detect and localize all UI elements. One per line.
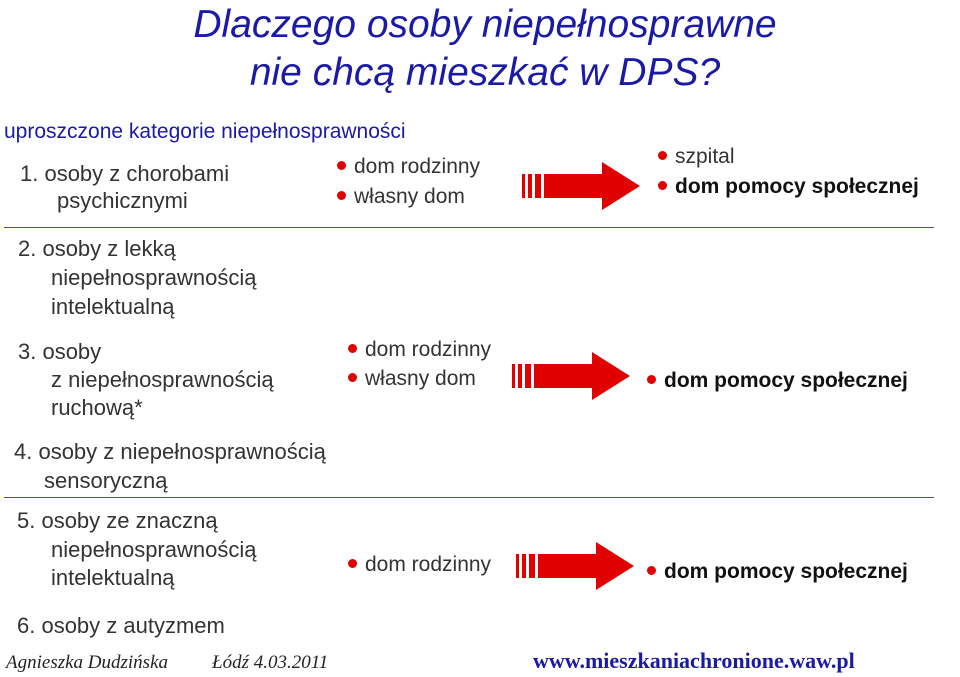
group-1-from-label-1: dom rodzinny: [354, 155, 481, 178]
category-2-line-1: 2. osoby z lekką: [18, 236, 176, 261]
category-6-line-1: 6. osoby z autyzmem: [17, 613, 225, 638]
category-5-line-1: 5. osoby ze znaczną: [17, 508, 218, 533]
category-1-line-2: psychicznymi: [57, 188, 188, 213]
group-2-to-item-1: [647, 367, 908, 394]
group-1-from-item-2: [337, 183, 465, 210]
subtitle: uproszczone kategorie niepełnosprawności: [4, 120, 406, 143]
group-1-from-item-1: [337, 153, 480, 180]
footer-website-link[interactable]: www.mieszkaniachronione.waw.pl: [533, 648, 855, 673]
group-3-from-item-1: [348, 551, 491, 578]
bullet-icon: [658, 151, 667, 160]
bullet-icon: [348, 559, 357, 568]
arrow-right-icon: [516, 540, 636, 592]
category-4-line-2: sensoryczną: [44, 468, 168, 493]
group-1-to-label-2: dom pomocy społecznej: [675, 175, 919, 198]
group-2-from-item-1: [348, 336, 491, 363]
category-5-line-3: intelektualną: [51, 565, 175, 590]
arrow-right-icon: [512, 350, 632, 402]
page-title-line-2: nie chcą mieszkać w DPS?: [249, 51, 721, 94]
bullet-icon: [348, 344, 357, 353]
bullet-icon: [337, 161, 346, 170]
bullet-icon: [647, 375, 656, 384]
group-1-from-label-2: własny dom: [354, 185, 465, 208]
category-5-line-2: niepełnosprawnością: [51, 537, 257, 562]
category-3-line-3: ruchową*: [51, 395, 143, 420]
group-2-from-label-2: własny dom: [365, 367, 476, 390]
category-2-line-2: niepełnosprawnością: [51, 265, 257, 290]
group-2-from-item-2: [348, 365, 476, 392]
category-3-line-1: 3. osoby: [18, 339, 102, 364]
group-1-to-item-2: [658, 173, 919, 200]
footer-author: Agnieszka Dudzińska: [6, 652, 169, 673]
bullet-icon: [647, 566, 656, 575]
category-1-line-1: 1. osoby z chorobami: [20, 161, 230, 186]
bullet-icon: [348, 373, 357, 382]
category-4-line-1: 4. osoby z niepełnosprawnością: [14, 439, 326, 464]
footer-place-date: Łódź 4.03.2011: [212, 652, 329, 673]
separator-line: [4, 497, 934, 498]
category-3-line-2: z niepełnosprawnością: [51, 367, 274, 392]
group-3-to-item-1: [647, 558, 908, 585]
separator-line: [4, 227, 934, 228]
group-3-to-label-1: dom pomocy społecznej: [664, 560, 908, 583]
arrow-right-icon: [522, 160, 642, 212]
group-1-to-label-1: szpital: [675, 145, 735, 168]
group-2-to-label-1: dom pomocy społecznej: [664, 369, 908, 392]
group-1-to-item-1: [658, 143, 735, 170]
group-2-from-label-1: dom rodzinny: [365, 338, 492, 361]
category-2-line-3: intelektualną: [51, 294, 175, 319]
page-title-line-1: Dlaczego osoby niepełnosprawne: [193, 3, 777, 46]
bullet-icon: [337, 191, 346, 200]
bullet-icon: [658, 181, 667, 190]
group-3-from-label-1: dom rodzinny: [365, 553, 492, 576]
